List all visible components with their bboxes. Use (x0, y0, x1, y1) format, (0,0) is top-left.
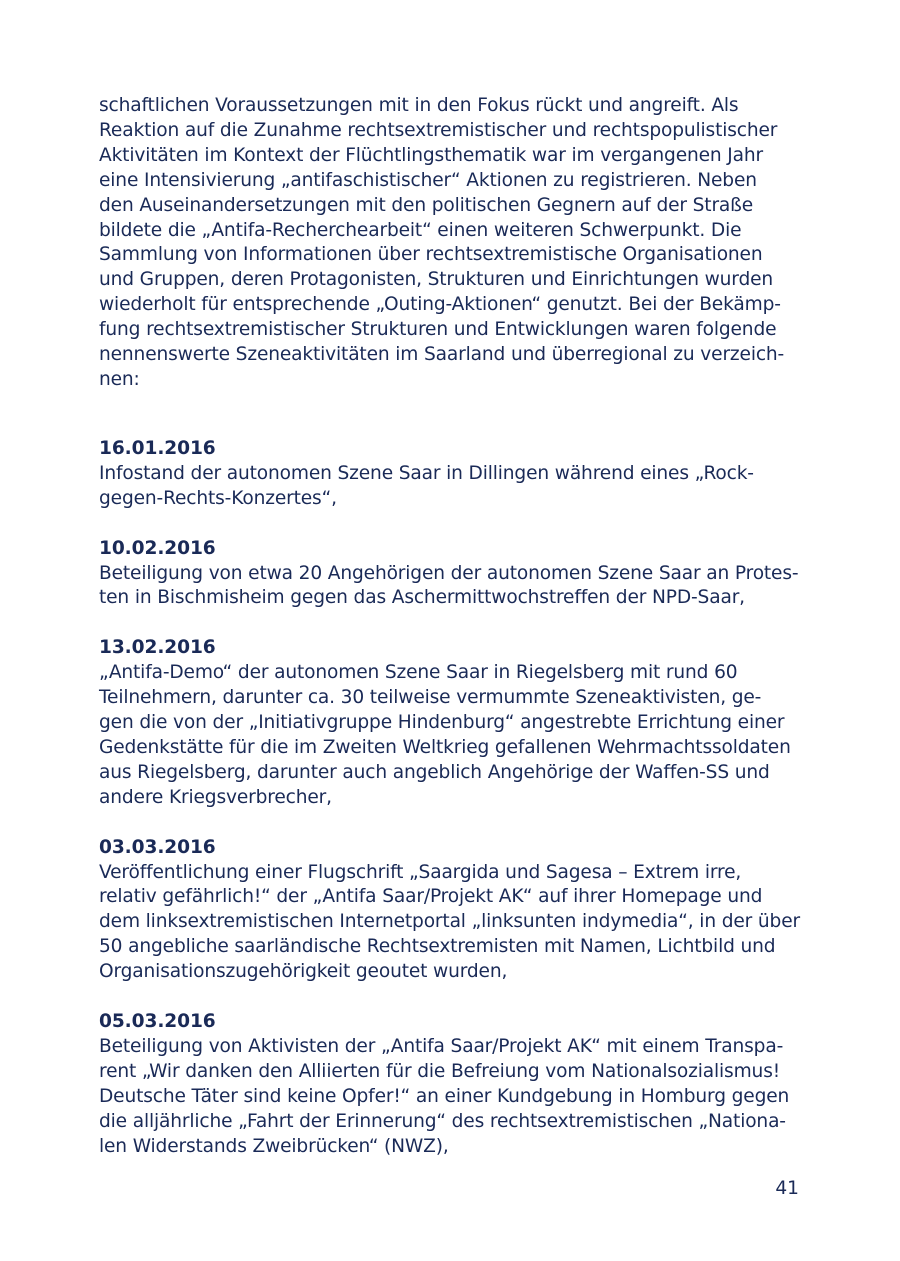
entry-line: andere Kriegsverbrecher, (99, 786, 332, 808)
entry-line: Teilnehmern, darunter ca. 30 teilweise vermummte Szeneaktivisten, ge- (99, 687, 762, 709)
chronology-entry (99, 537, 804, 612)
page-number: 41 (775, 1178, 799, 1199)
entry-line: Gedenkstätte für die im Zweiten Weltkrieg gefallenen Wehrmachtssoldaten (99, 736, 791, 758)
entry-line: 50 angebliche saarländische Rechtsextremisten mit Namen, Lichtbild und (99, 936, 776, 958)
entry-line: len Widerstands Zweibrücken“ (NWZ), (99, 1135, 449, 1157)
entry-line: gen die von der „Initiativgruppe Hindenburg“ angestrebte Errichtung einer (99, 712, 785, 734)
intro-line: eine Intensivierung „antifaschistischer“ Aktionen zu registrieren. Neben (99, 169, 757, 191)
entry-line: Deutsche Täter sind keine Opfer!“ an einer Kundgebung in Homburg gegen (99, 1085, 790, 1107)
entry-line: „Antifa-Demo“ der autonomen Szene Saar in Riegelsberg mit rund 60 (99, 662, 738, 684)
entry-line: die alljährliche „Fahrt der Erinnerung“ des rechtsextremistischen „Nationa- (99, 1110, 786, 1132)
entry-date: 16.01.2016 (99, 437, 216, 459)
chronology-entry (99, 1010, 804, 1159)
intro-line: und Gruppen, deren Protagonisten, Strukturen und Einrichtungen wurden (99, 269, 774, 291)
intro-paragraph (99, 94, 804, 393)
entry-date: 13.02.2016 (99, 637, 216, 659)
entry-line: Organisationszugehörigkeit geoutet wurden, (99, 961, 508, 983)
chronology-entry (99, 437, 804, 512)
entry-line: dem linksextremistischen Internetportal „linksunten indymedia“, in der über (99, 911, 800, 933)
entry-line: Veröffentlichung einer Flugschrift „Saargida und Sagesa – Extrem irre, (99, 861, 742, 883)
intro-line: bildete die „Antifa-Recherchearbeit“ einen weiteren Schwerpunkt. Die (99, 219, 742, 241)
intro-line: wiederholt für entsprechende „Outing-Aktionen“ genutzt. Bei der Bekämp- (99, 294, 781, 316)
intro-line: Sammlung von Informationen über rechtsextremistische Organisationen (99, 244, 763, 266)
entry-line: ten in Bischmisheim gegen das Aschermittwochstreffen der NPD-Saar, (99, 587, 745, 609)
chronology-entry (99, 636, 804, 810)
intro-line: schaftlichen Voraussetzungen mit in den Fokus rückt und angreift. Als (99, 95, 739, 116)
entry-line: relativ gefährlich!“ der „Antifa Saar/Projekt AK“ auf ihrer Homepage und (99, 886, 763, 908)
document-page (99, 94, 804, 1185)
intro-line: nen: (99, 368, 140, 390)
entry-line: Beteiligung von Aktivisten der „Antifa Saar/Projekt AK“ mit einem Transpa- (99, 1036, 784, 1057)
entry-line: gegen-Rechts-Konzertes“, (99, 487, 337, 509)
entry-line: Infostand der autonomen Szene Saar in Dillingen während eines „Rock- (99, 462, 754, 484)
entry-line: Beteiligung von etwa 20 Angehörigen der autonomen Szene Saar an Protes- (99, 562, 799, 584)
intro-line: den Auseinandersetzungen mit den politischen Gegnern auf der Straße (99, 194, 754, 216)
entry-date: 03.03.2016 (99, 836, 216, 858)
entry-date: 05.03.2016 (99, 1011, 216, 1033)
intro-line: Reaktion auf die Zunahme rechtsextremistischer und rechtspopulistischer (99, 119, 778, 141)
entry-date: 10.02.2016 (99, 537, 216, 559)
chronology-entry (99, 836, 804, 985)
intro-line: Aktivitäten im Kontext der Flüchtlingsthematik war im vergangenen Jahr (99, 144, 764, 166)
entry-line: aus Riegelsberg, darunter auch angeblich Angehörige der Waffen-SS und (99, 761, 770, 783)
intro-line: nennenswerte Szeneaktivitäten im Saarland und überregional zu verzeich- (99, 344, 785, 366)
entry-line: rent „Wir danken den Alliierten für die Befreiung vom Nationalsozialismus! (99, 1060, 781, 1082)
intro-line: fung rechtsextremistischer Strukturen und Entwicklungen waren folgende (99, 319, 777, 341)
